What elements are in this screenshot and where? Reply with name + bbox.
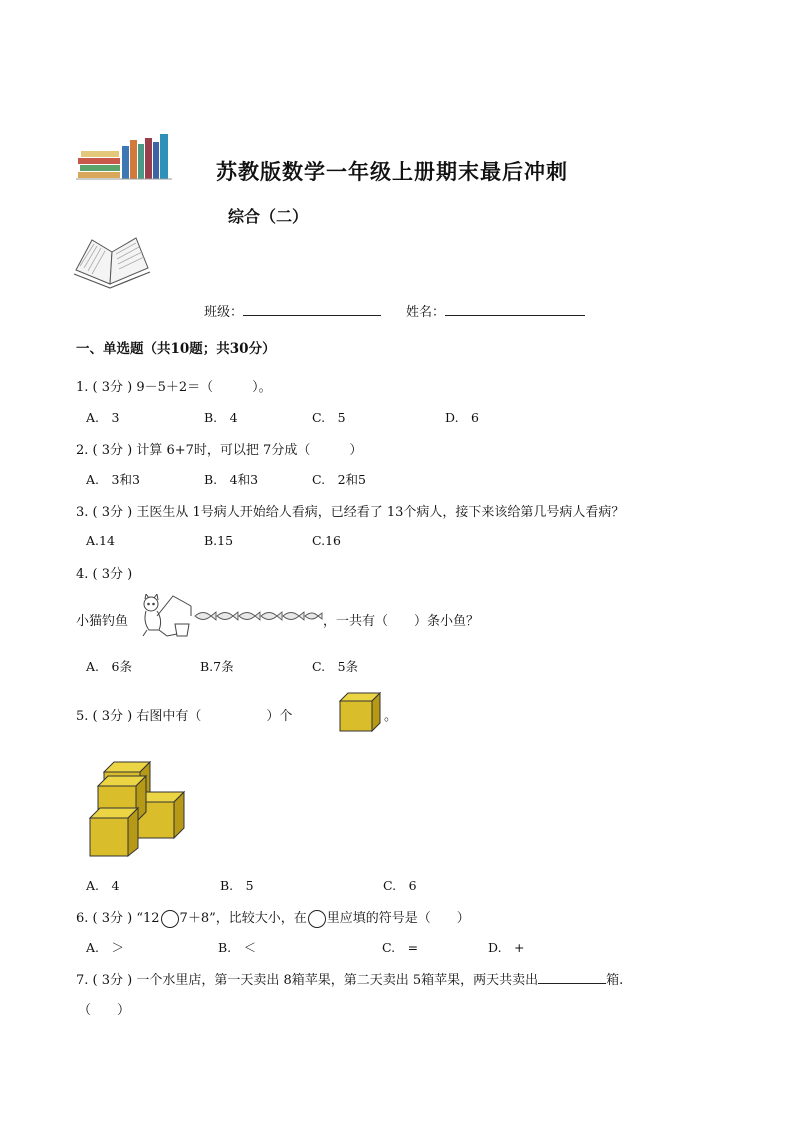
q5-option-b[interactable]: B. 5 bbox=[220, 878, 254, 893]
name-input-line[interactable] bbox=[445, 301, 585, 316]
question-7-stem bbox=[76, 969, 623, 988]
q4-option-b[interactable]: B.7条 bbox=[200, 659, 234, 674]
books-stack-icon bbox=[76, 132, 176, 182]
q1-option-d[interactable]: D. 6 bbox=[445, 410, 480, 425]
q4-option-c[interactable]: C. 5条 bbox=[312, 659, 359, 674]
name-field[interactable] bbox=[406, 301, 585, 320]
class-field[interactable] bbox=[204, 301, 381, 320]
q2-option-b[interactable]: B. 4和3 bbox=[204, 472, 259, 487]
section-heading: 一、单选题（共10题；共30分） bbox=[76, 341, 276, 357]
document-subtitle: 综合（二） bbox=[228, 207, 309, 226]
fish-row bbox=[195, 612, 322, 620]
comparison-circle-icon bbox=[161, 910, 179, 928]
q6-option-c[interactable]: C. = bbox=[382, 940, 419, 955]
comparison-circle-icon bbox=[308, 910, 326, 928]
q1-option-a[interactable]: A. 3 bbox=[86, 410, 120, 425]
q4-text-before: 小猫钓鱼 bbox=[76, 614, 129, 629]
q1-option-b[interactable]: B. 4 bbox=[204, 410, 238, 425]
stacked-cubes-figure bbox=[86, 760, 190, 860]
single-cube-icon bbox=[338, 691, 382, 733]
question-3-stem: 3. ( 3分 ) 王医生从 1号病人开始给人看病，已经看了 13个病人，接下来该给第几号病人看病？ bbox=[76, 505, 625, 520]
question-4-stem: 4. ( 3分 ) bbox=[76, 567, 133, 582]
question-6-stem bbox=[76, 907, 470, 928]
document-title: 苏教版数学一年级上册期末最后冲刺 bbox=[216, 159, 568, 184]
q4-option-a[interactable]: A. 6条 bbox=[86, 659, 132, 674]
q3-option-a[interactable]: A.14 bbox=[86, 533, 115, 548]
q7-stem-before: 7. ( 3分 ) 一个水里店，第一天卖出 8箱苹果，第二天卖出 5箱苹果，两天共卖出 bbox=[76, 973, 539, 988]
class-input-line[interactable] bbox=[243, 301, 381, 316]
q5-option-a[interactable]: A. 4 bbox=[86, 878, 120, 893]
cat-fishing-illustration bbox=[137, 594, 323, 640]
q7-answer-blank[interactable] bbox=[538, 969, 606, 984]
q5-stem-before: 5. ( 3分 ) 右图中有（ ）个 bbox=[76, 709, 293, 724]
q6-option-a[interactable]: A. ＞ bbox=[86, 940, 125, 955]
q3-option-b[interactable]: B.15 bbox=[204, 533, 234, 548]
q7-answer-paren: （ ） bbox=[78, 1003, 131, 1018]
q6-stem-before: 6. ( 3分 ) “12 bbox=[76, 911, 160, 926]
q3-option-c[interactable]: C.16 bbox=[312, 533, 341, 548]
q2-option-c[interactable]: C. 2和5 bbox=[312, 472, 366, 487]
q6-stem-mid: 7＋8”，比较大小，在 bbox=[179, 911, 307, 926]
name-label: 姓名： bbox=[406, 305, 446, 320]
question-1-stem: 1. ( 3分 ) 9－5＋2＝（ ）。 bbox=[76, 380, 272, 395]
q4-text-after: ，一共有（ ）条小鱼？ bbox=[323, 614, 480, 629]
q5-option-c[interactable]: C. 6 bbox=[383, 878, 417, 893]
q6-option-d[interactable]: D. + bbox=[488, 940, 525, 955]
class-label: 班级： bbox=[204, 305, 244, 320]
question-2-stem: 2. ( 3分 ) 计算 6+7时，可以把 7分成（ ） bbox=[76, 443, 363, 458]
q5-stem-after: 。 bbox=[384, 709, 398, 724]
q6-stem-after: 里应填的符号是（ ） bbox=[326, 911, 470, 926]
q2-option-a[interactable]: A. 3和3 bbox=[86, 472, 140, 487]
open-book-icon bbox=[70, 234, 152, 292]
q7-stem-after: 箱. bbox=[606, 973, 624, 988]
q1-option-c[interactable]: C. 5 bbox=[312, 410, 346, 425]
q6-option-b[interactable]: B. ＜ bbox=[218, 940, 257, 955]
